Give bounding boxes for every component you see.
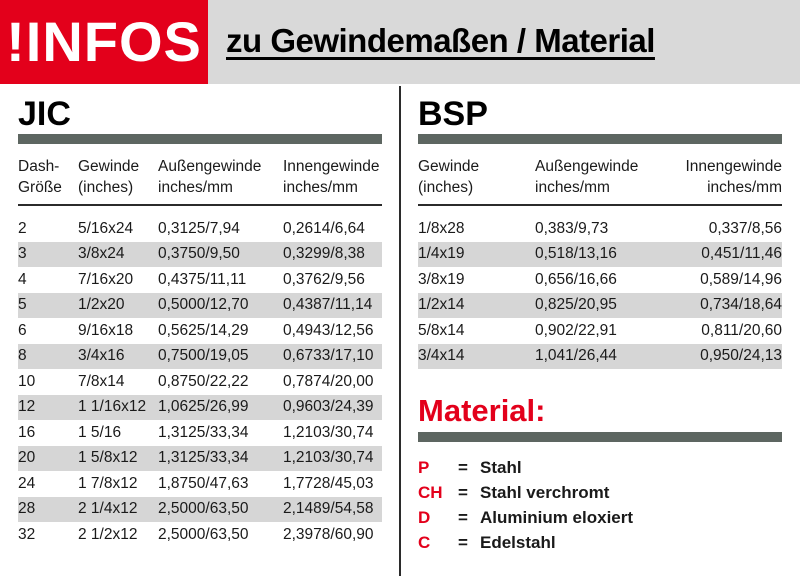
table-cell: 0,902/22,91 xyxy=(535,321,617,339)
table-cell: 0,2614/6,64 xyxy=(283,219,365,237)
table-cell: 3/4x14 xyxy=(418,344,535,370)
table-cell: 1,3125/33,34 xyxy=(158,423,249,441)
table-cell: 1 5/8x12 xyxy=(78,446,158,472)
bsp-rule xyxy=(418,134,782,144)
table-cell: 2 xyxy=(18,219,27,237)
table-cell: 0,5000/12,70 xyxy=(158,293,283,319)
material-code: C xyxy=(418,533,431,552)
table-cell: 5 xyxy=(18,293,78,319)
jic-table xyxy=(18,156,382,548)
table-cell: 2,1489/54,58 xyxy=(283,497,382,523)
table-row xyxy=(18,522,382,548)
table-cell: 0,4375/11,11 xyxy=(158,270,247,288)
table-cell: 1/2x14 xyxy=(418,293,535,319)
bsp-column-header: Gewinde (inches) xyxy=(418,156,535,205)
table-cell: 1 5/16 xyxy=(78,423,122,441)
table-row xyxy=(418,216,782,242)
table-row xyxy=(418,267,782,293)
material-label: Edelstahl xyxy=(480,533,556,552)
table-row xyxy=(18,344,382,370)
table-cell: 1/4x19 xyxy=(418,242,535,268)
table-cell: 1,3125/33,34 xyxy=(158,446,283,472)
page-title: zu Gewindemaßen / Material xyxy=(226,22,655,59)
material-eq: = xyxy=(458,508,468,527)
bsp-column-header: Außengewinde inches/mm xyxy=(535,156,675,205)
table-cell: 4 xyxy=(18,270,27,288)
table-cell: 1/2x20 xyxy=(78,293,158,319)
table-cell: 2 1/2x12 xyxy=(78,525,138,543)
material-label: Aluminium eloxiert xyxy=(480,508,634,527)
column-divider xyxy=(399,86,401,576)
table-cell: 28 xyxy=(18,497,78,523)
material-title: Material: xyxy=(418,393,546,428)
jic-table-header xyxy=(18,156,382,205)
table-cell: 1,0625/26,99 xyxy=(158,395,283,421)
table-row xyxy=(18,369,382,395)
table-cell: 0,5625/14,29 xyxy=(158,321,249,339)
table-cell: 2,3978/60,90 xyxy=(283,525,374,543)
table-cell: 0,451/11,46 xyxy=(675,242,782,268)
table-cell: 0,656/16,66 xyxy=(535,270,617,288)
table-cell: 5/8x14 xyxy=(418,321,465,339)
table-cell: 0,3750/9,50 xyxy=(158,242,283,268)
table-row xyxy=(18,318,382,344)
table-cell: 7/16x20 xyxy=(78,270,134,288)
table-cell: 0,4943/12,56 xyxy=(283,321,374,339)
table-cell: 0,3762/9,56 xyxy=(283,270,365,288)
table-cell: 0,7874/20,00 xyxy=(283,372,374,390)
table-cell: 9/16x18 xyxy=(78,321,134,339)
table-cell: 0,3299/8,38 xyxy=(283,242,382,268)
table-cell: 3 xyxy=(18,242,78,268)
table-cell: 0,8750/22,22 xyxy=(158,372,249,390)
material-label: Stahl verchromt xyxy=(480,483,610,502)
jic-column-header: Außengewinde inches/mm xyxy=(158,156,283,205)
header-bar xyxy=(0,0,800,84)
table-cell: 1,2103/30,74 xyxy=(283,423,374,441)
table-cell: 1 7/8x12 xyxy=(78,474,138,492)
jic-column-header: Gewinde (inches) xyxy=(78,156,158,205)
table-cell: 0,518/13,16 xyxy=(535,242,675,268)
infos-badge: !INFOS xyxy=(0,0,208,84)
table-cell: 1/8x28 xyxy=(418,219,465,237)
table-cell: 7/8x14 xyxy=(78,372,125,390)
table-cell: 0,3125/7,94 xyxy=(158,219,240,237)
table-cell: 0,4387/11,14 xyxy=(283,293,382,319)
table-row xyxy=(18,471,382,497)
material-rule xyxy=(418,432,782,442)
table-cell: 3/8x24 xyxy=(78,242,158,268)
table-cell: 1,8750/47,63 xyxy=(158,474,249,492)
table-row xyxy=(418,318,782,344)
bsp-table-header xyxy=(418,156,782,205)
table-row xyxy=(18,395,382,421)
jic-rule xyxy=(18,134,382,144)
table-cell: 0,811/20,60 xyxy=(701,321,782,339)
bsp-column-header: Innengewinde inches/mm xyxy=(675,156,782,205)
table-cell: 2,5000/63,50 xyxy=(158,497,283,523)
table-row xyxy=(18,293,382,319)
table-cell: 1,041/26,44 xyxy=(535,344,675,370)
table-cell: 1,2103/30,74 xyxy=(283,446,382,472)
table-cell: 24 xyxy=(18,474,36,492)
jic-table-body xyxy=(18,205,382,548)
table-cell: 6 xyxy=(18,321,27,339)
table-row xyxy=(18,216,382,242)
bsp-table xyxy=(418,156,782,369)
table-cell: 5/16x24 xyxy=(78,219,134,237)
table-cell: 8 xyxy=(18,344,78,370)
table-cell: 1,7728/45,03 xyxy=(283,474,374,492)
table-cell: 2,5000/63,50 xyxy=(158,525,249,543)
material-eq: = xyxy=(458,458,468,477)
table-cell: 3/8x19 xyxy=(418,270,465,288)
table-cell: 0,337/8,56 xyxy=(708,219,782,237)
table-cell: 12 xyxy=(18,395,78,421)
table-row xyxy=(18,497,382,523)
table-cell: 0,6733/17,10 xyxy=(283,344,382,370)
material-eq: = xyxy=(458,483,468,502)
material-eq: = xyxy=(458,533,468,552)
table-cell: 0,7500/19,05 xyxy=(158,344,283,370)
jic-title: JIC xyxy=(18,95,71,133)
table-row xyxy=(418,242,782,268)
bsp-table-body xyxy=(418,205,782,369)
table-cell: 0,825/20,95 xyxy=(535,293,675,319)
table-cell: 20 xyxy=(18,446,78,472)
table-row xyxy=(418,293,782,319)
table-row xyxy=(418,344,782,370)
material-code: CH xyxy=(418,483,443,502)
table-row xyxy=(18,446,382,472)
jic-column-header: Innengewinde inches/mm xyxy=(283,156,382,205)
table-cell: 1 1/16x12 xyxy=(78,395,158,421)
table-cell: 2 1/4x12 xyxy=(78,497,158,523)
table-cell: 10 xyxy=(18,372,36,390)
material-label: Stahl xyxy=(480,458,522,477)
jic-column-header: Dash- Größe xyxy=(18,156,78,205)
table-cell: 0,734/18,64 xyxy=(675,293,782,319)
table-cell: 0,589/14,96 xyxy=(700,270,782,288)
table-row xyxy=(18,267,382,293)
table-cell: 16 xyxy=(18,423,36,441)
bsp-title: BSP xyxy=(418,95,488,133)
material-code: D xyxy=(418,508,431,527)
table-row xyxy=(18,420,382,446)
table-cell: 0,383/9,73 xyxy=(535,219,609,237)
material-code: P xyxy=(418,458,430,477)
table-row xyxy=(18,242,382,268)
table-cell: 3/4x16 xyxy=(78,344,158,370)
table-cell: 0,9603/24,39 xyxy=(283,395,382,421)
table-cell: 32 xyxy=(18,525,36,543)
table-cell: 0,950/24,13 xyxy=(675,344,782,370)
